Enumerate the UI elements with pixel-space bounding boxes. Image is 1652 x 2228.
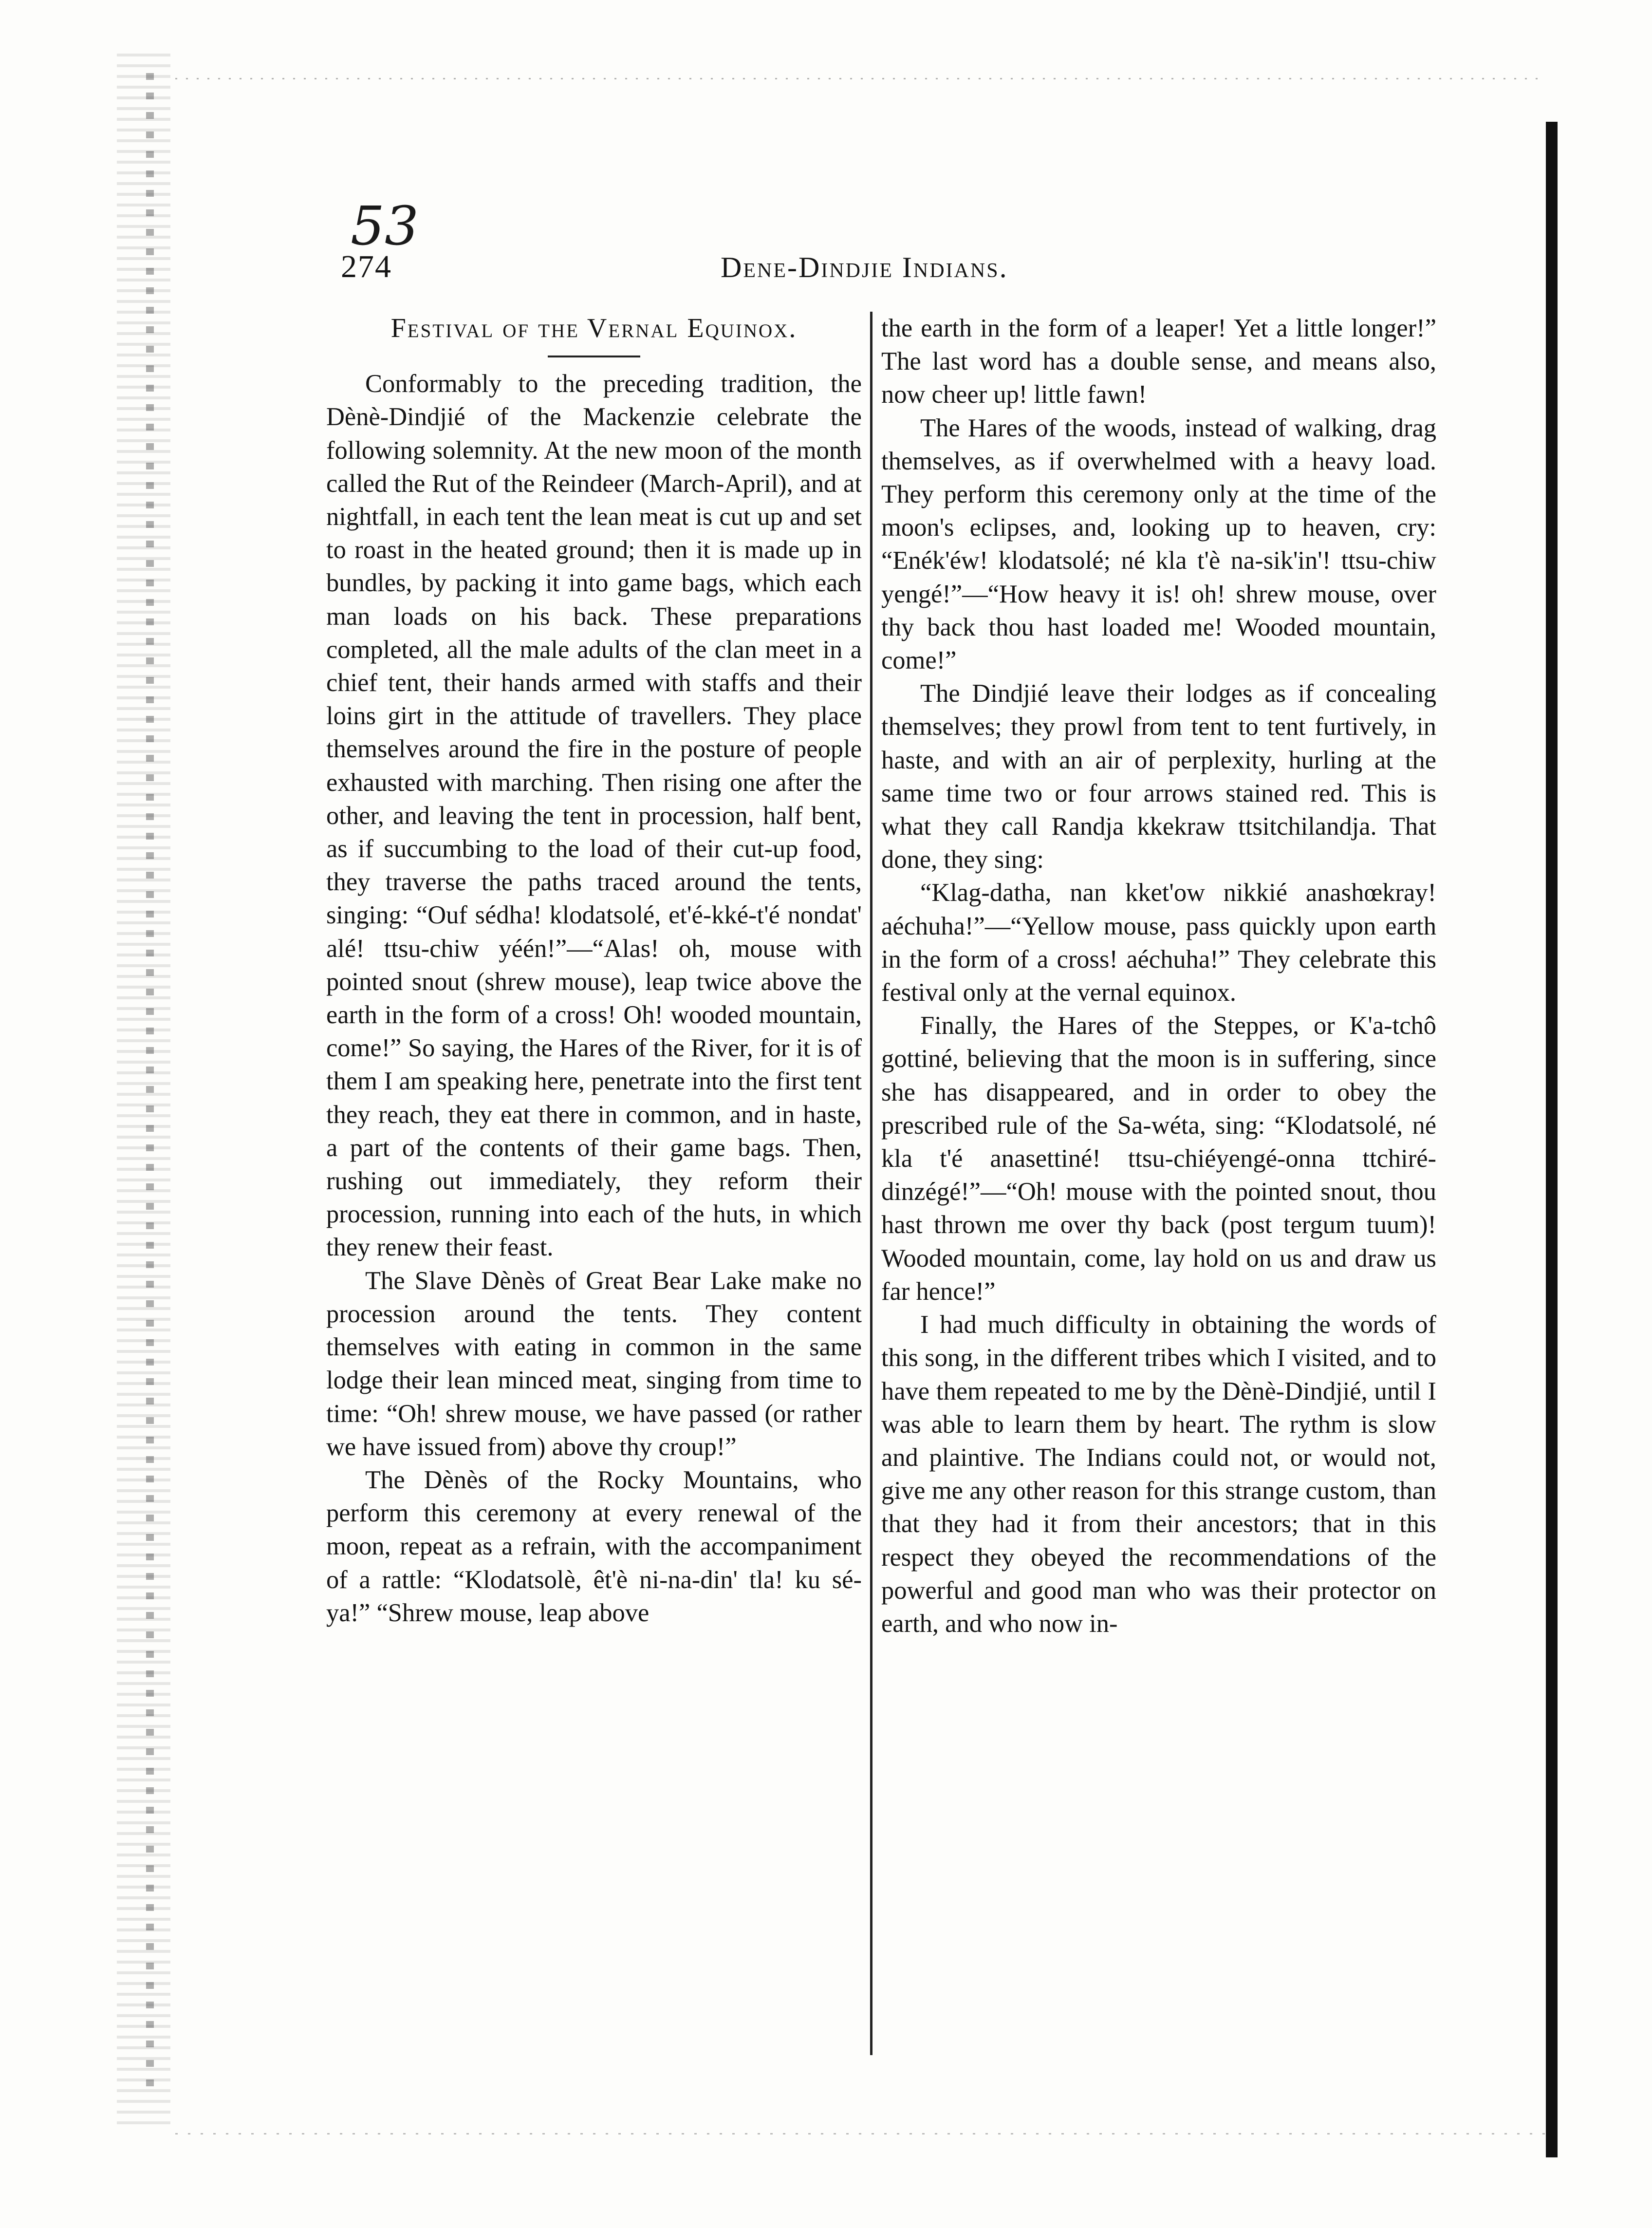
heading-rule (548, 356, 640, 357)
paragraph: I had much difficulty in obtaining the words of this song, in the different tribes which I visited, and to have them repeated to me by the Dènè-Dindjié, until I was able to learn them by heart. The rythm is slow and plaintive. The Indians could not, or would not, give me any other reason for this strange custom, than that they had it from their ancestors; that in this respect they obeyed the recommendations of the powerful and good man who was their protector on earth, and who now in- (881, 1311, 1436, 1638)
paragraph: Finally, the Hares of the Steppes, or K'a-tchô gottiné, believing that the moon is in suffering, since she has disappeared, and in order to obey the prescribed rule of the Sa-wéta, sing: “Klodatsolé, né kla t'é anasettiné! ttsu-chiéyengé-onna ttchiré-dinzégé!”—“Oh! mouse with the pointed snout, thou hast thrown me over thy back (post tergum tuum)! Wooded mountain, come, lay hold on us and draw us far hence!” (881, 1011, 1436, 1306)
paragraph-continued: the earth in the form of a leaper! Yet a little longer!” The last word has a double sense, and means also, now cheer up! little fawn! (881, 314, 1436, 409)
left-column (326, 312, 862, 1629)
paragraph: The Dindjié leave their lodges as if concealing themselves; they prowl from tent to tent furtively, in haste, and with an air of perplexity, hurling at the same time two or four arrows stained red. This is what they call Randja kkekraw ttsitchilandja. That done, they sing: (881, 679, 1436, 874)
paragraph: The Slave Dènès of Great Bear Lake make no procession around the tents. They content themselves with eating in common in the same lodge their lean minced meat, singing from time to time: “Oh! shrew mouse, we have passed (or rather we have issued from) above thy croup!” (326, 1266, 862, 1461)
scan-bottom-edge (175, 2133, 1548, 2134)
scan-top-edge (175, 78, 1539, 79)
page-right-edge-bar (1546, 122, 1558, 2157)
page-number: 274 (341, 249, 392, 284)
handwritten-page-number: 53 (351, 195, 419, 257)
paragraph: The Dènès of the Rocky Mountains, who perform this ceremony at every renewal of the moon, repeat as a refrain, with the accompaniment of a rattle: “Klodatsolè, êt'è ni-na-din' tla! ku sé-ya!” “Shrew mouse, leap above (326, 1465, 862, 1627)
paragraph: The Hares of the woods, instead of walking, drag themselves, as if overwhelmed with a heavy load. They perform this ceremony only at the time of the moon's eclipses, and, looking up to heaven, cry: “Enék'éw! klodatsolé; né kla t'è na-sik'in'! ttsu-chiw yengé!”—“How heavy it is! oh! shrew mouse, over thy back thou hast loaded me! Wooded mountain, come!” (881, 413, 1436, 675)
running-title: Dene-Dindjie Indians. (721, 251, 1008, 283)
paragraph: Conformably to the preceding tradition, the Dènè-Dindjié of the Mackenzie celebrate the following solemnity. At the new moon of the month called the Rut of the Reindeer (March-April), and at nightfall, in each tent the lean meat is cut up and set to roast in the heated ground; then it is made up in bundles, by packing it into game bags, which each man loads on his back. These preparations completed, all the male adults of the clan meet in a chief tent, their hands armed with staffs and their loins girt in the attitude of travellers. They place themselves around the fire in the posture of people exhausted with marching. Then rising one after the other, and leaving the tent in procession, half bent, as if succumbing to the load of their cut-up food, they traverse the paths traced around the tents, singing: “Ouf sédha! klodatsolé, et'é-kké-t'é nondat' alé! ttsu-chiw yéén!”—“Alas! oh, mouse with pointed snout (shrew mouse), leap twice above the earth in the form of a cross! Oh! wooded mountain, come!” So saying, the Hares of the River, for it is of them I am speaking here, penetrate into the first tent they reach, they eat there in common, and in haste, a part of the contents of their game bags. Then, rushing out immediately, they reform their procession, running into each of the huts, in which they renew their feast. (326, 370, 862, 1262)
column-divider (870, 312, 872, 2055)
paragraph: “Klag-datha, nan kket'ow nikkié anashœkray! aéchuha!”—“Yellow mouse, pass quickly upon earth in the form of a cross! aéchuha!” They celebrate this festival only at the vernal equinox. (881, 879, 1436, 1007)
right-column (881, 312, 1436, 1640)
scan-binding-shadow (146, 73, 154, 2094)
scan-binding-edge (117, 54, 170, 2128)
section-title: Festival of the Vernal Equinox. (390, 313, 798, 343)
